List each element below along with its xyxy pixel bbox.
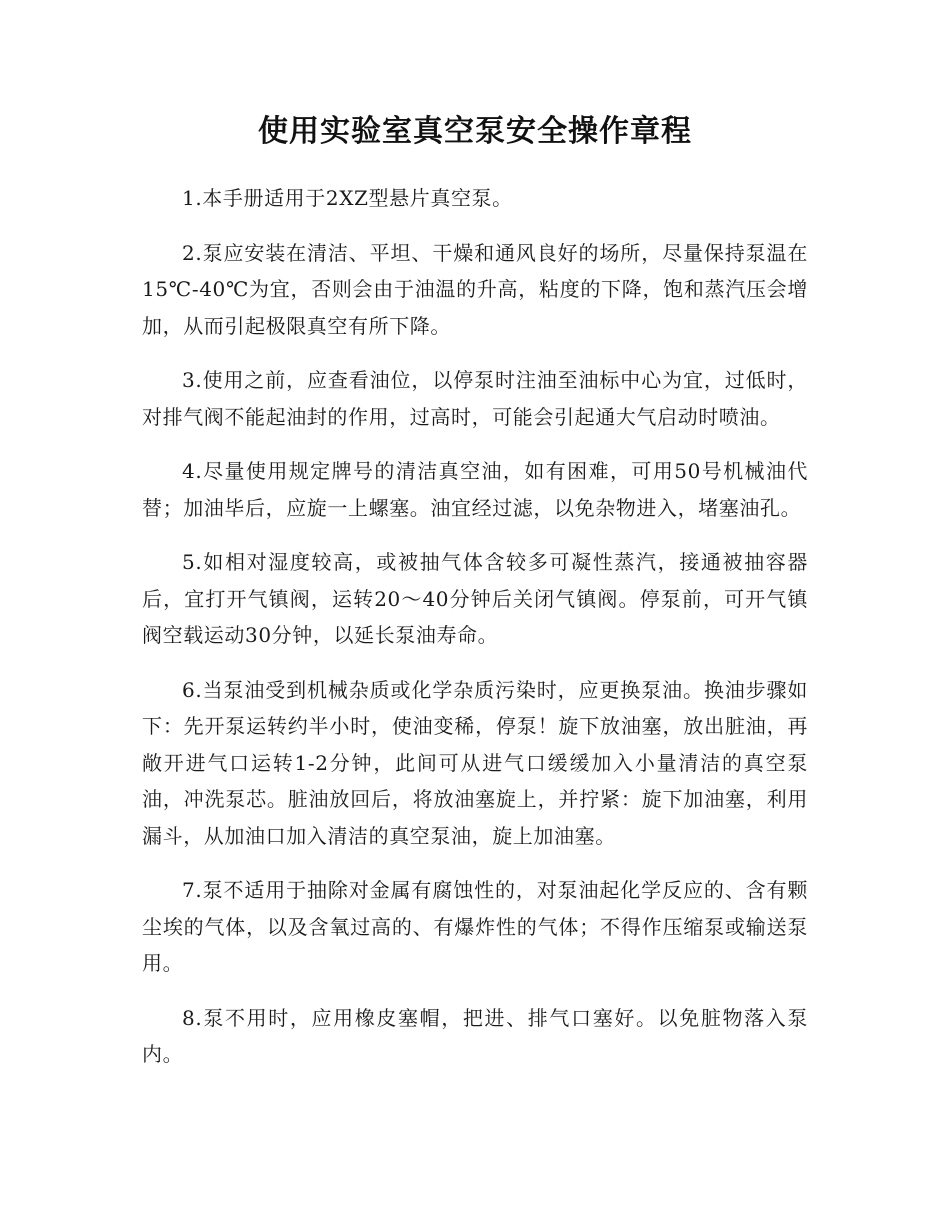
paragraph-2: 2.泵应安装在清洁、平坦、干燥和通风良好的场所，尽量保持泵温在15℃-40℃为宜，否则会由于油温的升高，粘度的下降，饱和蒸汽压会增加，从而引起极限真空有所下降。: [142, 240, 808, 338]
paragraph-3: 3.使用之前，应查看油位，以停泵时注油至油标中心为宜，过低时，对排气阀不能起油封的作用，过高时，可能会引起通大气启动时喷油。: [142, 368, 808, 429]
paragraph-8: 8.泵不用时，应用橡皮塞帽，把进、排气口塞好。以免脏物落入泵内。: [142, 1005, 808, 1066]
document-title: 使用实验室真空泵安全操作章程: [258, 114, 692, 149]
paragraph-1: 1.本手册适用于2XZ型悬片真空泵。: [182, 186, 513, 210]
paragraph-4: 4.尽量使用规定牌号的清洁真空油，如有困难，可用50号机械油代替；加油毕后，应旋一上螺塞。油宜经过滤，以免杂物进入，堵塞油孔。: [142, 459, 808, 520]
paragraph-7: 7.泵不适用于抽除对金属有腐蚀性的，对泵油起化学反应的、含有颗尘埃的气体，以及含氧过高的、有爆炸性的气体；不得作压缩泵或输送泵用。: [142, 878, 808, 975]
paragraph-5: 5.如相对湿度较高，或被抽气体含较多可凝性蒸汽，接通被抽容器后，宜打开气镇阀，运转20～40分钟后关闭气镇阀。停泵前，可开气镇阀空载运动30分钟，以延长泵油寿命。: [142, 550, 808, 647]
paragraph-6: 6.当泵油受到机械杂质或化学杂质污染时，应更换泵油。换油步骤如下：先开泵运转约半小时，使油变稀，停泵！旋下放油塞，放出脏油，再敞开进气口运转1-2分钟，此间可从进气口缓缓加入小量清洁的真空泵油，冲洗泵芯。脏油放回后，将放油塞旋上，并拧紧：旋下加油塞，利用漏斗，从加油口加入清洁的真空泵油，旋上加油塞。: [142, 677, 808, 848]
